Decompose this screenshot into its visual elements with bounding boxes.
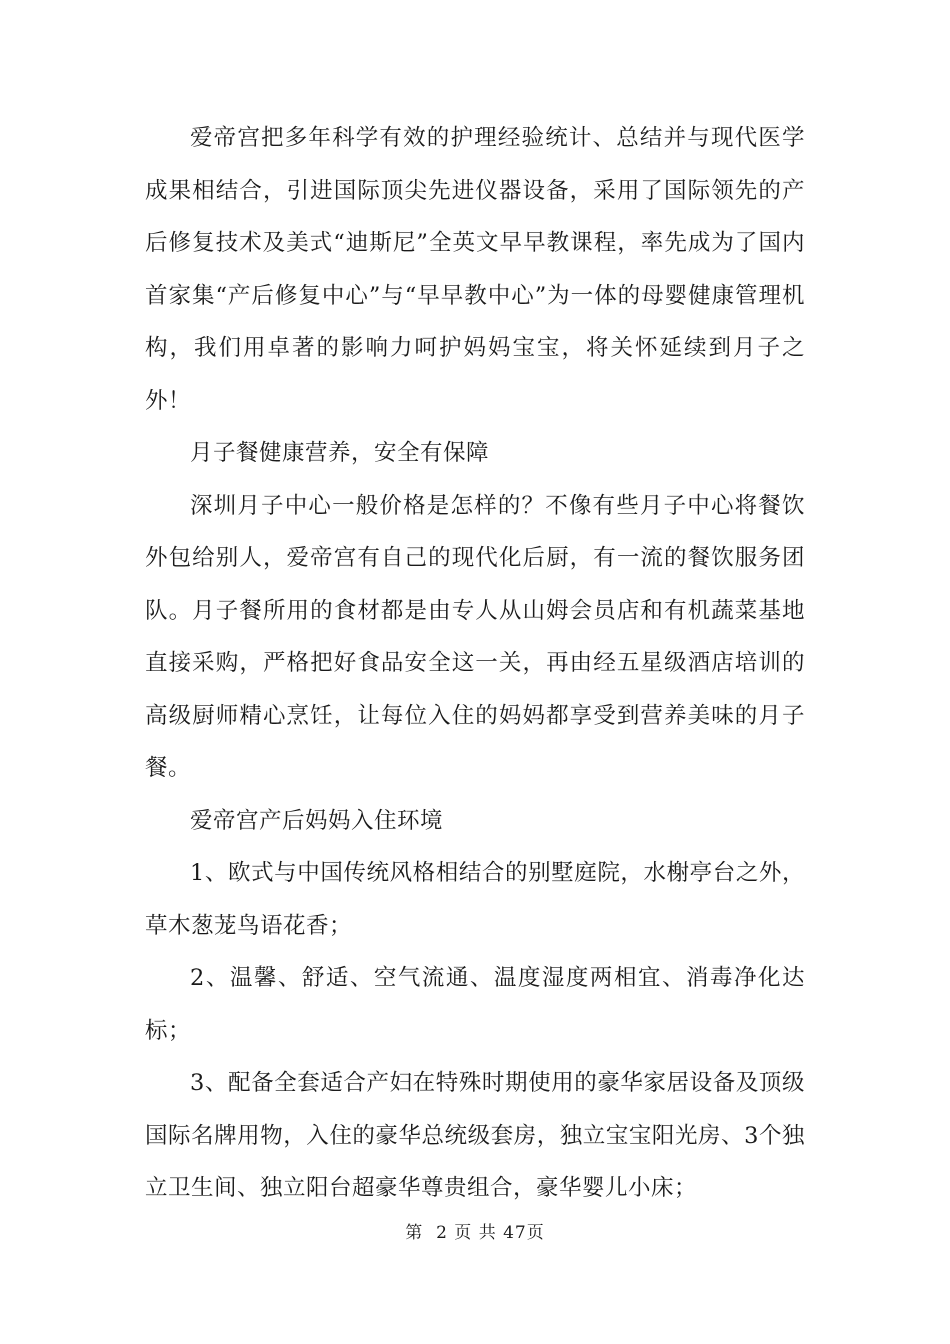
- page-number-footer: 第 2 页 共 47页: [405, 1223, 545, 1243]
- paragraph-meal: 深圳月子中心一般价格是怎样的？不像有些月子中心将餐饮外包给别人，爱帝宫有自己的现代化后厨，有一流的餐饮服务团队。月子餐所用的食材都是由专人从山姆会员店和有机蔬菜基地直接采购，严格把好食品安全这一关，再由经五星级酒店培训的高级厨师精心烹饪，让每位入住的妈妈都享受到营养美味的月子餐。: [145, 492, 805, 781]
- document-body: [145, 112, 805, 1215]
- list-item-2: 2、温馨、舒适、空气流通、温度湿度两相宜、消毒净化达标；: [145, 965, 805, 1044]
- heading-environment: 爱帝宫产后妈妈入住环境: [190, 807, 444, 834]
- list-item-3: 3、配备全套适合产妇在特殊时期使用的豪华家居设备及顶级国际名牌用物，入住的豪华总统级套房，独立宝宝阳光房、3个独立卫生间、独立阳台超豪华尊贵组合，豪华婴儿小床；: [145, 1070, 805, 1201]
- heading-meal: 月子餐健康营养，安全有保障: [190, 440, 490, 466]
- list-item-1: 1、欧式与中国传统风格相结合的别墅庭院，水榭亭台之外，草木葱茏鸟语花香；: [145, 860, 805, 939]
- paragraph-intro: 爱帝宫把多年科学有效的护理经验统计、总结并与现代医学成果相结合，引进国际顶尖先进仪器设备，采用了国际领先的产后修复技术及美式“迪斯尼”全英文早早教课程，率先成为了国内首家集“产后修复中心”与“早早教中心”为一体的母婴健康管理机构，我们用卓著的影响力呵护妈妈宝宝，将关怀延续到月子之外！: [145, 125, 805, 414]
